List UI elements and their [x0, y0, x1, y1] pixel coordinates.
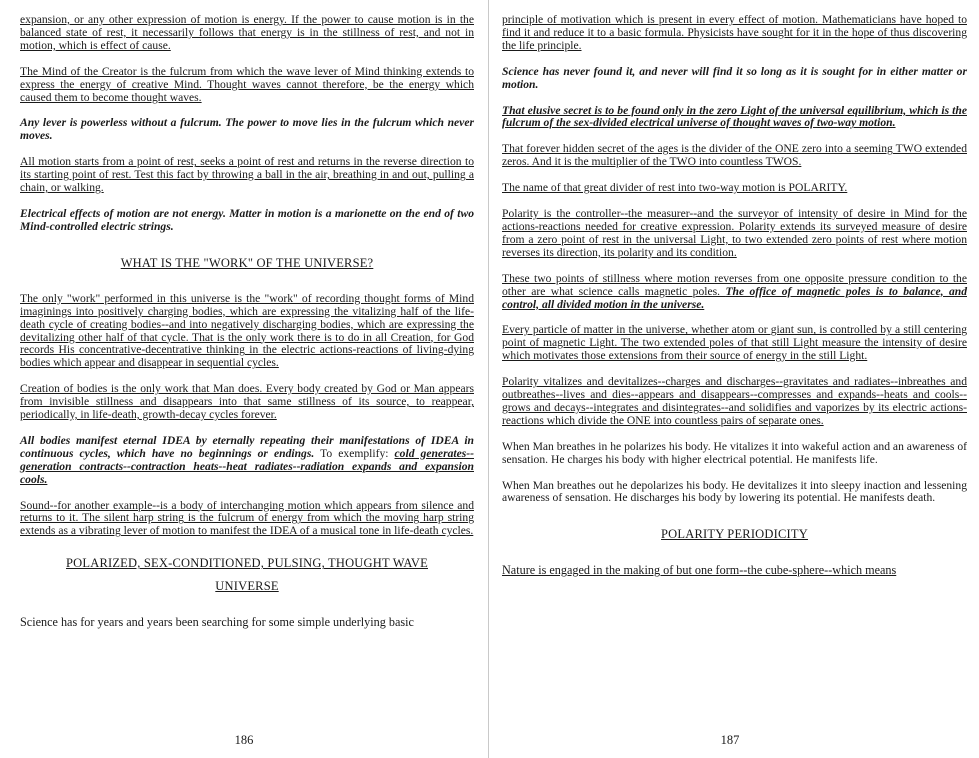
paragraph: principle of motivation which is present in every effect of motion. Mathematicians have hoped to find it and reduce it to a basic formula. Physicists have sought for it in the hope of thus discovering the life principle.	[502, 13, 967, 52]
paragraph: The Mind of the Creator is the fulcrum from which the wave lever of Mind thinking extends to express the energy of creative Mind. Thought waves cannot therefore, be the energy which caused them to become thought waves.	[20, 64, 474, 104]
right-page	[492, 0, 979, 758]
paragraph-emphasis: cold generates--generation contracts--contraction heats--heat radiates--radiation expands and expansion cools.	[20, 446, 474, 486]
paragraph: Nature is engaged in the making of but one form--the cube-sphere--which means	[502, 563, 897, 578]
paragraph: All motion starts from a point of rest, seeks a point of rest and returns in the reverse direction to its starting point of rest. Test this fact by throwing a ball in the air, breathing in and out, pulling a chain, or walking.	[20, 155, 474, 195]
page-number: 187	[720, 733, 740, 747]
paragraph: Science has for years and years been searching for some simple underlying basic	[20, 615, 414, 630]
paragraph: Electrical effects of motion are not energy. Matter in motion is a marionette on the end of two Mind-controlled electric strings.	[20, 206, 474, 233]
paragraph-text: These two points of stillness where motion reverses from one opposite pressure condition to the other are what science calls magnetic poles.	[502, 271, 967, 298]
paragraph: Science has never found it, and never will find it so long as it is sought for in either matter or motion.	[502, 64, 967, 91]
paragraph: Polarity vitalizes and devitalizes--charges and discharges--gravitates and radiates--inbreathes and outbreathes--lives and dies--appears and disappears--compresses and expands--heats and cools--grows and decays--integrates and disintegrates--and solidifies and vaporizes by its electric actions-reactions which divide the ONE into countless pairs of separate ones.	[502, 375, 967, 427]
section-heading: WHAT IS THE "WORK" OF THE UNIVERSE?	[120, 255, 374, 270]
page-gutter	[488, 0, 489, 758]
paragraph: Polarity is the controller--the measurer--and the surveyor of intensity of desire in Mind for the actions-reactions needed for creative expression. Polarity extends its surveyed measure of desire from a zero point of rest in the universal Light, to two extended zero points of rest where motion reverses its direction, its polarity and its condition.	[502, 207, 967, 259]
paragraph	[502, 273, 967, 312]
paragraph: Every particle of matter in the universe, whether atom or giant sun, is controlled by a still centering point of magnetic Light. The two extended poles of that still Light measure the intensity of desire which motivates those extensions from their source of energy in the still Light.	[502, 323, 967, 363]
paragraph-emphasis: The office of magnetic poles is to balance, and control, all divided motion in the universe.	[502, 284, 967, 311]
paragraph: Sound--for another example--is a body of interchanging motion which appears from silence and returns to it. The silent harp string is the fulcrum of energy from which the moving harp string extends as a vibrating lever of motion to manifest the IDEA of a musical tone in life-death cycles.	[20, 498, 474, 538]
paragraph: That elusive secret is to be found only in the zero Light of the universal equilibrium, which is the fulcrum of the sex-divided electrical universe of thought waves of two-way motion.	[502, 103, 967, 130]
section-heading: POLARITY PERIODICITY	[661, 527, 808, 542]
paragraph: That forever hidden secret of the ages is the divider of the ONE zero into a seeming TWO extended zeros. And it is the multiplier of the TWO into countless TWOS.	[502, 142, 967, 169]
paragraph: The name of that great divider of rest into two-way motion is POLARITY.	[502, 181, 848, 195]
paragraph: Creation of bodies is the only work that Man does. Every body created by God or Man appears from invisible stillness and disappears into that same stillness of its source, to reappear, periodically, in life-death, growth-decay cycles forever.	[20, 382, 474, 422]
section-heading: POLARIZED, SEX-CONDITIONED, PULSING, THOUGHT WAVE	[66, 556, 428, 571]
section-heading: UNIVERSE	[215, 579, 279, 594]
page-number: 186	[234, 733, 254, 747]
paragraph-emphasis: All bodies manifest eternal IDEA by eternally repeating their manifestations of IDEA in continuous cycles, which have no beginnings or endings.	[20, 433, 474, 460]
left-page	[0, 0, 488, 758]
paragraph: expansion, or any other expression of motion is energy. If the power to cause motion is in the balanced state of rest, it necessarily follows that energy is in the stillness of rest, and not in motion, which is effect of cause.	[20, 13, 474, 52]
paragraph	[20, 435, 474, 487]
paragraph: When Man breathes in he polarizes his body. He vitalizes it into wakeful action and an awareness of sensation. He charges his body with higher electrical potential. He manifests life.	[502, 439, 967, 466]
paragraph: Any lever is powerless without a fulcrum. The power to move lies in the fulcrum which never moves.	[20, 116, 474, 143]
paragraph: When Man breathes out he depolarizes his body. He devitalizes it into sleepy inaction and lessening awareness of sensation. He discharges his body by lowering its potential. He manifests death.	[502, 478, 967, 505]
paragraph: The only "work" performed in this universe is the "work" of recording thought forms of Mind imaginings into positively charging bodies, which are expressing the vitalizing half of the life-death cycle of creating bodies--and into negatively discharging bodies, which are expressing the devitalizing other half of that cycle. That is the only work there is to do in all Creation, for God records His concentrative-decentrative thinking in the electric actions-reactions of living-dying bodies which appear and disappear in sequential cycles.	[20, 291, 474, 370]
paragraph-text: To exemplify:	[314, 446, 395, 460]
